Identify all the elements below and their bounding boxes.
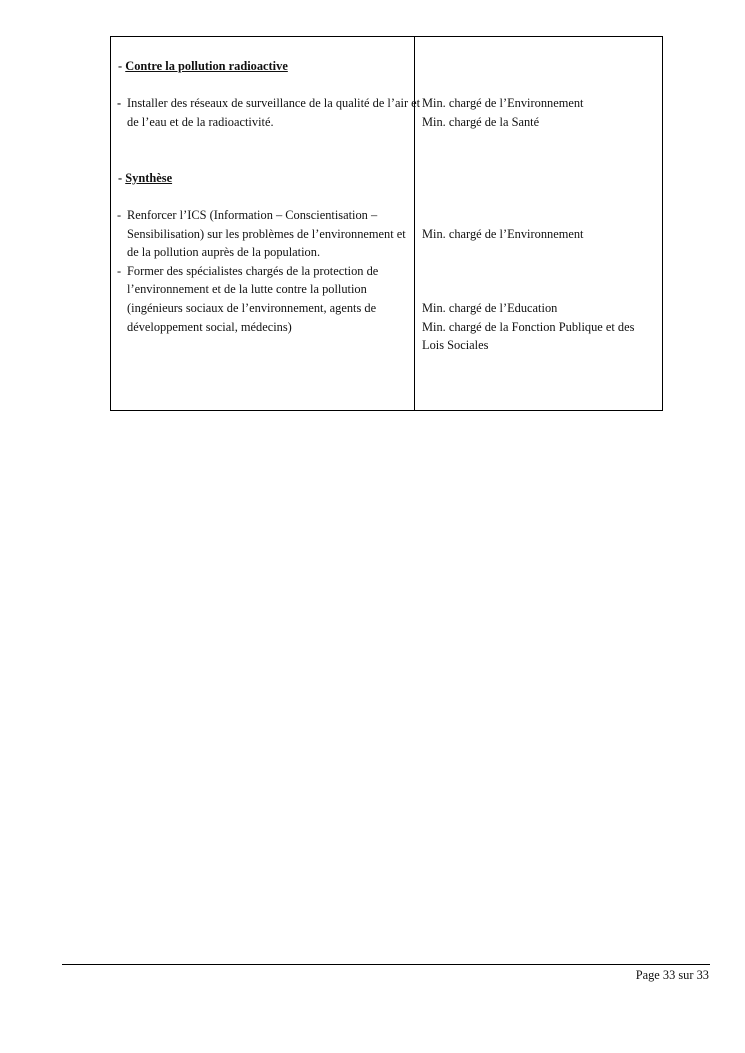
ministries-training <box>422 299 657 355</box>
page-number: Page 33 sur 33 <box>635 968 709 982</box>
heading-title: Synthèse <box>125 171 173 185</box>
measures-table <box>110 36 663 411</box>
item-dash: - <box>117 263 122 278</box>
ministry-environment-ics: Min. chargé de l’Environnement <box>422 227 584 241</box>
ministry-health: Min. chargé de la Santé <box>422 114 540 129</box>
heading-title: Contre la pollution radioactive <box>125 59 288 73</box>
item-dash: - <box>117 208 122 222</box>
ministries-radioactive <box>422 94 657 131</box>
heading-dash: - <box>118 171 123 185</box>
measure-item-ics <box>111 206 409 262</box>
footer-rule <box>62 964 710 965</box>
column-divider <box>414 37 415 410</box>
item-dash: - <box>117 96 122 110</box>
item-text: Installer des réseaux de surveillance de la qualité de l’air et de l’eau et de la radioactivité. <box>127 96 421 129</box>
measure-item-surveillance <box>111 94 423 131</box>
ministry-public-service: Min. chargé de la Fonction Publique et des Lois Sociales <box>422 319 635 353</box>
section-heading-radioactive <box>118 57 408 76</box>
item-text: Renforcer l’ICS (Information – Conscientisation – Sensibilisation) sur les problèmes de l’environnement et de la pollution auprès de la population. <box>127 208 406 260</box>
synthese-items <box>111 206 409 336</box>
item-text: Former des spécialistes chargés de la protection de l’environnement et de la lutte contre la pollution (ingénieurs sociaux de l’environnement, agents de développement social, médecins) <box>127 263 379 334</box>
measure-item-specialists <box>111 262 409 336</box>
heading-dash: - <box>118 59 123 73</box>
section-heading-synthese <box>118 169 408 188</box>
ministry-environment: Min. chargé de l’Environnement <box>422 96 584 110</box>
ministry-education: Min. chargé de l’Education <box>422 301 558 315</box>
